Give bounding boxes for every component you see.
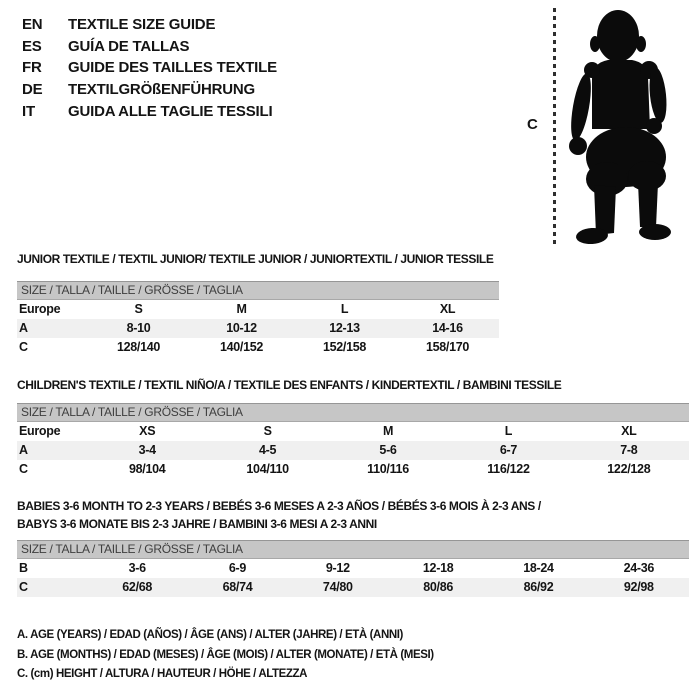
age-value: 7-8 — [620, 443, 638, 457]
language-code: DE — [22, 81, 43, 99]
table-row-height-cm — [17, 460, 689, 479]
table-row-europe — [17, 300, 499, 319]
baby-head — [597, 10, 639, 62]
table-row-height-cm — [17, 338, 499, 357]
language-code: EN — [22, 16, 43, 33]
row-label: A — [19, 443, 28, 457]
height-value: 116/122 — [487, 462, 530, 476]
language-title: GUIDE DES TAILLES TEXTILE — [68, 59, 277, 77]
babies-table-title-line2: BABYS 3-6 MONATE BIS 2-3 JAHRE / BAMBINI 3-6 MESI A 2-3 ANNI — [17, 517, 377, 531]
baby-foot-right — [639, 224, 671, 240]
height-value: 98/104 — [128, 462, 166, 476]
size-value: XL — [621, 424, 637, 438]
babies-size-table — [17, 540, 689, 597]
height-value: 122/128 — [607, 462, 651, 476]
note-height-cm: C. (cm) HEIGHT / ALTURA / HAUTEUR / HÖHE / ALTEZZA — [17, 668, 308, 680]
height-measure-dotted-line — [553, 8, 556, 247]
age-value: 3-4 — [138, 443, 156, 457]
row-label: C — [19, 462, 28, 476]
age-value: 12-18 — [422, 561, 454, 575]
language-title: GUIDA ALLE TAGLIE TESSILI — [68, 102, 273, 120]
size-header-band: SIZE / TALLA / TAILLE / GRÖSSE / TAGLIA — [17, 540, 689, 559]
language-title: GUÍA DE TALLAS — [68, 37, 190, 55]
size-value: S — [263, 424, 272, 438]
size-value: M — [382, 424, 394, 438]
language-row-de — [22, 79, 277, 101]
table-row-age-years — [17, 319, 499, 338]
language-row-fr — [22, 57, 277, 79]
age-value: 3-6 — [128, 561, 146, 575]
age-value: 10-12 — [226, 321, 257, 335]
height-value: 62/68 — [122, 580, 153, 594]
age-value: 24-36 — [623, 561, 655, 575]
height-value: 68/74 — [222, 580, 253, 594]
age-value: 18-24 — [523, 561, 554, 575]
age-value: 14-16 — [432, 321, 463, 335]
baby-leg-right — [638, 183, 658, 227]
children-size-table — [17, 403, 689, 479]
table-row-europe — [17, 422, 689, 441]
size-value: XL — [439, 302, 456, 316]
babies-table-title — [17, 497, 541, 533]
age-value: 8-10 — [126, 321, 151, 335]
age-value: 9-12 — [325, 561, 350, 575]
age-value: 6-9 — [228, 561, 247, 575]
language-code: ES — [22, 37, 42, 55]
junior-table-title: JUNIOR TEXTILE / TEXTIL JUNIOR/ TEXTILE JUNIOR / JUNIORTEXTIL / JUNIOR TESSILE — [17, 252, 494, 266]
language-row-it — [22, 101, 277, 123]
language-code: FR — [22, 59, 42, 77]
height-measure-label: C — [527, 116, 538, 133]
table-row-height-cm — [17, 578, 689, 597]
row-label: A — [19, 321, 28, 335]
height-value: 152/158 — [322, 340, 367, 354]
baby-ear-left — [590, 36, 600, 52]
row-label: B — [19, 561, 28, 575]
age-value: 4-5 — [259, 443, 277, 457]
height-value: 74/80 — [322, 580, 353, 594]
note-age-years: A. AGE (YEARS) / EDAD (AÑOS) / ÂGE (ANS) / ALTER (JAHRE) / ETÀ (ANNI) — [17, 629, 403, 641]
size-value: S — [134, 302, 143, 316]
row-label: C — [19, 340, 28, 354]
baby-hand-left — [569, 137, 587, 155]
row-label: Europe — [19, 302, 61, 316]
age-value: 6-7 — [499, 443, 517, 457]
baby-arm-left — [567, 72, 595, 142]
size-header-band: SIZE / TALLA / TAILLE / GRÖSSE / TAGLIA — [17, 281, 499, 300]
height-value: 86/92 — [523, 580, 554, 594]
height-value: 140/152 — [219, 340, 264, 354]
language-row-es — [22, 36, 277, 58]
age-value: 12-13 — [329, 321, 360, 335]
note-age-months: B. AGE (MONTHS) / EDAD (MESES) / ÂGE (MOIS) / ALTER (MONATE) / ETÀ (MESI) — [17, 648, 434, 661]
size-value: L — [504, 424, 513, 438]
size-value: L — [340, 302, 349, 316]
height-value: 158/170 — [425, 340, 470, 354]
age-value: 5-6 — [379, 443, 397, 457]
height-value: 104/110 — [246, 462, 289, 476]
table-row-age-months — [17, 559, 689, 578]
size-value: M — [236, 302, 247, 316]
height-value: 128/140 — [116, 340, 161, 354]
height-value: 80/86 — [423, 580, 454, 594]
language-title: TEXTILE SIZE GUIDE — [68, 16, 216, 33]
size-value: XS — [139, 424, 156, 438]
baby-hand-right — [646, 118, 662, 134]
language-code: IT — [22, 102, 35, 120]
baby-ear-right — [636, 36, 646, 52]
baby-silhouette-icon — [566, 7, 698, 247]
baby-leg-left — [594, 185, 616, 235]
language-list — [22, 14, 277, 123]
language-row-en — [22, 14, 277, 36]
table-row-age-years — [17, 441, 689, 460]
junior-size-table — [17, 281, 499, 357]
children-table-title: CHILDREN'S TEXTILE / TEXTIL NIÑO/A / TEXTILE DES ENFANTS / KINDERTEXTIL / BAMBINI TESSILE — [17, 378, 562, 392]
size-header-band: SIZE / TALLA / TAILLE / GRÖSSE / TAGLIA — [17, 403, 689, 422]
row-label: Europe — [19, 424, 61, 438]
height-value: 92/98 — [623, 580, 654, 594]
language-title: TEXTILGRÖßENFÜHRUNG — [68, 81, 256, 99]
height-value: 110/116 — [367, 462, 409, 476]
babies-table-title-line1: BABIES 3-6 MONTH TO 2-3 YEARS / BEBÉS 3-6 MESES A 2-3 AÑOS / BÉBÉS 3-6 MOIS À 2-3 ANS / — [17, 499, 541, 513]
legend-notes — [17, 626, 434, 685]
row-label: C — [19, 580, 28, 594]
